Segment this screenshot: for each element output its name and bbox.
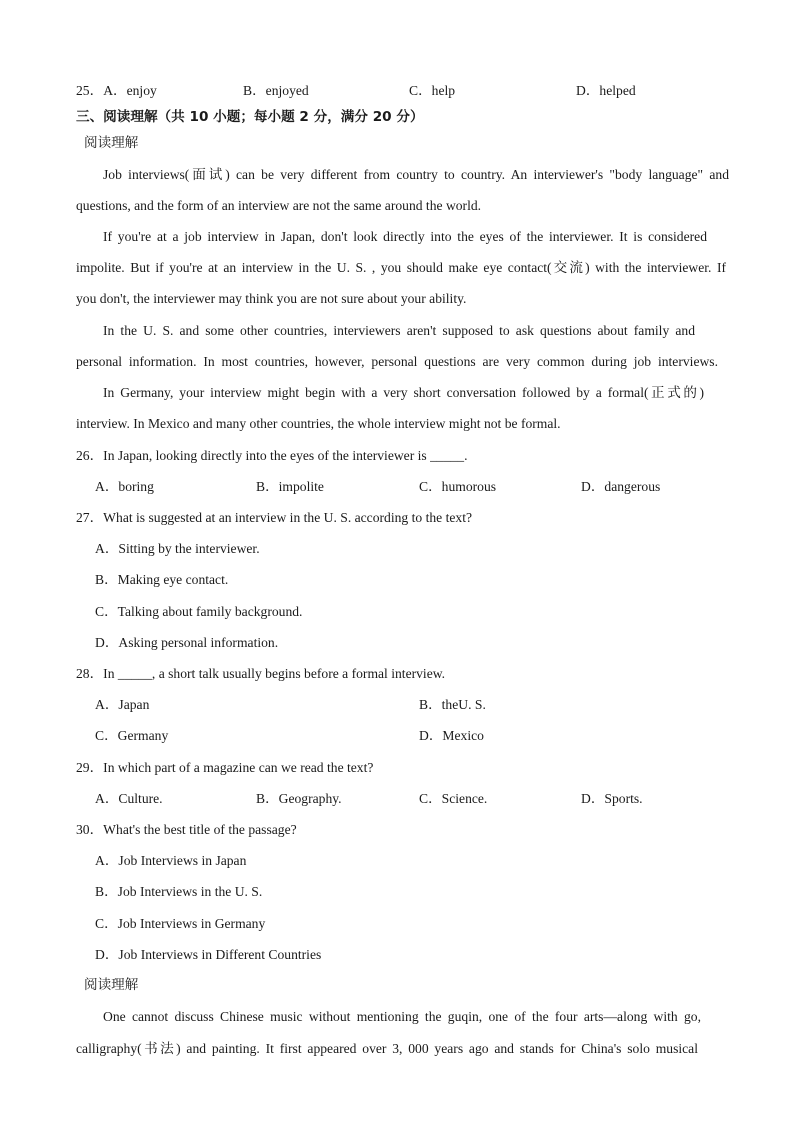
passage1-line-4: impolite. But if you're at an interview in the U. S. , you should make eye contact(交流) with the interviewer. If bbox=[76, 260, 726, 275]
q26-option-c: C．humorous bbox=[419, 479, 497, 494]
q27-option-b: B．Making eye contact. bbox=[95, 572, 229, 587]
passage1-line-8: In Germany, your interview might begin with a very short conversation followed by a formal(正式的) bbox=[103, 385, 704, 400]
q28-option-d: D．Mexico bbox=[419, 728, 484, 743]
q27-option-d: D．Asking personal information. bbox=[95, 635, 279, 650]
passage1-line-1: Job interviews(面试) can be very different from country to country. An interviewer's "body language" and bbox=[103, 167, 729, 182]
q30-option-a: A．Job Interviews in Japan bbox=[95, 853, 247, 868]
passage1-line-6: In the U. S. and some other countries, interviewers aren't supposed to ask questions about family and bbox=[103, 323, 695, 338]
q29-option-a: A．Culture. bbox=[95, 791, 163, 806]
passage2-label: 阅读理解 bbox=[84, 977, 139, 992]
q30-option-d: D．Job Interviews in Different Countries bbox=[95, 947, 322, 962]
q26-option-b: B．impolite bbox=[256, 479, 324, 494]
q29-option-d: D．Sports. bbox=[581, 791, 643, 806]
passage1-line-5: you don't, the interviewer may think you are not sure about your ability. bbox=[76, 291, 467, 306]
passage2-line-2: calligraphy(书法) and painting. It first appeared over 3, 000 years ago and stands for China's solo musical bbox=[76, 1041, 698, 1056]
passage1-line-2: questions, and the form of an interview are not the same around the world. bbox=[76, 198, 482, 213]
q29-option-b: B．Geography. bbox=[256, 791, 342, 806]
q27-stem: 27．What is suggested at an interview in the U. S. according to the text? bbox=[76, 510, 473, 525]
q25-option-c: C．help bbox=[409, 83, 456, 98]
q25-number: 25． bbox=[76, 83, 104, 98]
q29-stem: 29．In which part of a magazine can we read the text? bbox=[76, 760, 374, 775]
q27-option-c: C．Talking about family background. bbox=[95, 604, 303, 619]
passage1-line-3: If you're at a job interview in Japan, don't look directly into the eyes of the interviewer. It is considered bbox=[103, 229, 707, 244]
passage1-line-7: personal information. In most countries, however, personal questions are very common during job interviews. bbox=[76, 354, 718, 369]
q25-option-d: D．helped bbox=[576, 83, 636, 98]
q28-option-b: B．theU. S. bbox=[419, 697, 486, 712]
section-heading: 三、阅读理解（共 10 小题；每小题 2 分，满分 20 分） bbox=[76, 109, 424, 125]
passage1-label: 阅读理解 bbox=[84, 135, 139, 150]
q26-stem: 26．In Japan, looking directly into the eyes of the interviewer is _____. bbox=[76, 448, 468, 463]
q26-option-d: D．dangerous bbox=[581, 479, 661, 494]
passage2-line-1: One cannot discuss Chinese music without mentioning the guqin, one of the four arts—along with go, bbox=[103, 1009, 701, 1024]
q26-option-a: A．boring bbox=[95, 479, 154, 494]
q28-option-c: C．Germany bbox=[95, 728, 169, 743]
q30-stem: 30．What's the best title of the passage? bbox=[76, 822, 297, 837]
q28-option-a: A．Japan bbox=[95, 697, 150, 712]
passage1-line-9: interview. In Mexico and many other countries, the whole interview might not be formal. bbox=[76, 416, 561, 431]
q28-stem: 28．In _____, a short talk usually begins before a formal interview. bbox=[76, 666, 446, 681]
q25-option-b: B．enjoyed bbox=[243, 83, 309, 98]
q29-option-c: C．Science. bbox=[419, 791, 488, 806]
q25-option-a: 25．A．enjoy bbox=[76, 83, 157, 98]
q27-option-a: A．Sitting by the interviewer. bbox=[95, 541, 260, 556]
q30-option-c: C．Job Interviews in Germany bbox=[95, 916, 266, 931]
q30-option-b: B．Job Interviews in the U. S. bbox=[95, 884, 263, 899]
